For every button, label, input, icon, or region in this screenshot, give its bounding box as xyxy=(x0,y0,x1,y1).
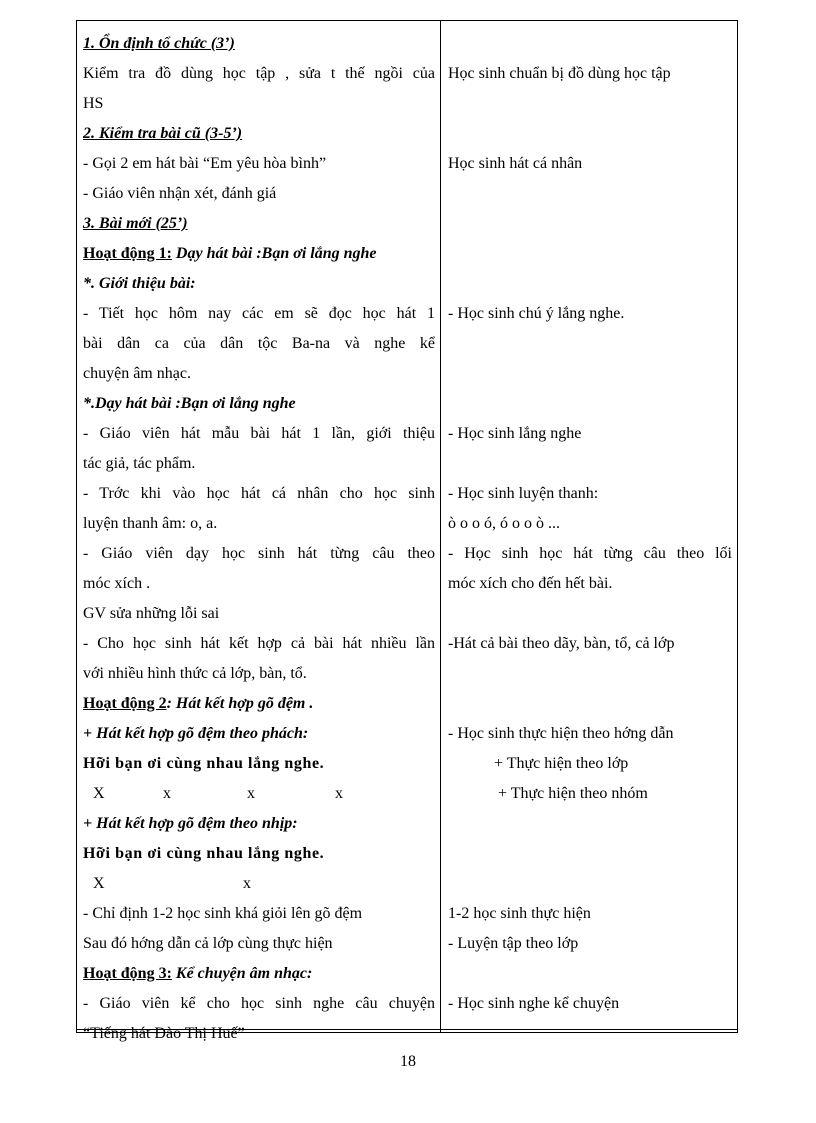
section-2-line-1: - Gọi 2 em hát bài “Em yêu hòa bình” xyxy=(83,155,327,172)
activity-2-heading xyxy=(83,689,435,719)
rhythm-mark: x xyxy=(243,875,251,892)
beat-marks-row xyxy=(83,779,435,809)
intro-title: *. Giới thiệu bài: xyxy=(83,275,196,292)
whole-song-line-1: - Cho học sinh hát kết hợp cả bài hát nhiều lần xyxy=(83,635,435,652)
student-line-8: móc xích cho đến hết bài. xyxy=(448,575,613,592)
student-line-15: - Học sinh nghe kể chuyện xyxy=(448,995,620,1012)
story-line-2: “Tiếng hát Đào Thị Huế” xyxy=(83,1025,245,1042)
student-line-4: - Học sinh lắng nghe xyxy=(448,425,582,442)
fix-line: GV sửa những lỗi sai xyxy=(83,605,220,622)
section-1-line-2: HS xyxy=(83,95,104,112)
page-number: 18 xyxy=(400,1053,416,1070)
song-lyric-beat: Hỡi bạn ơi cùng nhau lắng nghe. xyxy=(83,755,325,772)
beat-mark: x xyxy=(247,785,255,802)
activity-2-label: Hoạt động 2 xyxy=(83,695,167,712)
chain-line-1: - Giáo viên dạy học sinh hát từng câu theo xyxy=(83,545,435,562)
song-lyric-rhythm: Hỡi bạn ơi cùng nhau lắng nghe. xyxy=(83,845,325,862)
activity-1-label: Hoạt động 1: xyxy=(83,245,172,262)
activity-3-text: Kể chuyện âm nhạc: xyxy=(171,965,313,982)
chain-line-2: móc xích . xyxy=(83,575,151,592)
student-line-13: 1-2 học sinh thực hiện xyxy=(448,905,591,922)
student-line-5: - Học sinh luyện thanh: xyxy=(448,485,599,502)
activity-3-heading xyxy=(83,959,435,989)
beat-title: + Hát kết hợp gõ đệm theo phách: xyxy=(83,725,309,742)
student-line-6: ò o o ó, ó o o ò ... xyxy=(448,515,560,532)
intro-line-3: chuyện âm nhạc. xyxy=(83,365,191,382)
section-2-title: 2. Kiểm tra bài cũ (3-5’) xyxy=(83,125,243,142)
beat-mark: X xyxy=(93,785,105,802)
activity-1-text: Dạy hát bài :Bạn ơi lắng nghe xyxy=(171,245,377,262)
activity-1-heading xyxy=(83,239,435,269)
teach-line-2: tác giả, tác phẩm. xyxy=(83,455,196,472)
warmup-line-1: - Trớc khi vào học hát cá nhân cho học sinh xyxy=(83,485,435,502)
student-line-2: Học sinh hát cá nhân xyxy=(448,155,583,172)
section-1-title: 1. Ổn định tổ chức (3’) xyxy=(83,35,235,52)
activity-3-label: Hoạt động 3: xyxy=(83,965,172,982)
teach-line-1: - Giáo viên hát mẫu bài hát 1 lần, giới thiệu xyxy=(83,425,435,442)
rhythm-mark: X xyxy=(93,875,105,892)
activity-2-text: : Hát kết hợp gõ đệm . xyxy=(166,695,314,712)
student-line-3: - Học sinh chú ý lắng nghe. xyxy=(448,305,625,322)
intro-line-2: bài dân ca của dân tộc Ba-na và nghe kể xyxy=(83,335,435,352)
teach-title: *.Dạy hát bài :Bạn ơi lắng nghe xyxy=(83,395,296,412)
beat-mark: x xyxy=(163,785,171,802)
rhythm-title: + Hát kết hợp gõ đệm theo nhịp: xyxy=(83,815,298,832)
student-line-1: Học sinh chuẩn bị đồ dùng học tập xyxy=(448,65,671,82)
student-line-12: + Thực hiện theo nhóm xyxy=(498,785,648,802)
rhythm-marks-row xyxy=(83,869,435,899)
student-line-14: - Luyện tập theo lớp xyxy=(448,935,579,952)
section-1-line-1: Kiểm tra đồ dùng học tập , sửa t thế ngồi của xyxy=(83,65,435,82)
beat-mark: x xyxy=(335,785,343,802)
lesson-table xyxy=(76,20,738,1042)
student-line-10: - Học sinh thực hiện theo hớng dẫn xyxy=(448,725,674,742)
student-line-11: + Thực hiện theo lớp xyxy=(494,755,629,772)
column-divider xyxy=(440,21,441,1032)
whole-song-line-2: với nhiều hình thức cả lớp, bàn, tổ. xyxy=(83,665,307,682)
assign-line-2: Sau đó hớng dẫn cả lớp cùng thực hiện xyxy=(83,935,333,952)
assign-line-1: - Chỉ định 1-2 học sinh khá giỏi lên gõ đệm xyxy=(83,905,363,922)
intro-line-1: - Tiết học hôm nay các em sẽ đọc học hát 1 xyxy=(83,305,435,322)
section-3-title: 3. Bài mới (25’) xyxy=(83,215,188,232)
warmup-line-2: luyện thanh âm: o, a. xyxy=(83,515,218,532)
story-line-1: - Giáo viên kể cho học sinh nghe câu chuyện xyxy=(83,995,435,1012)
student-line-7: - Học sinh học hát từng câu theo lối xyxy=(448,545,732,562)
student-line-9: -Hát cả bài theo dãy, bàn, tổ, cả lớp xyxy=(448,635,675,652)
section-2-line-2: - Giáo viên nhận xét, đánh giá xyxy=(83,185,277,202)
